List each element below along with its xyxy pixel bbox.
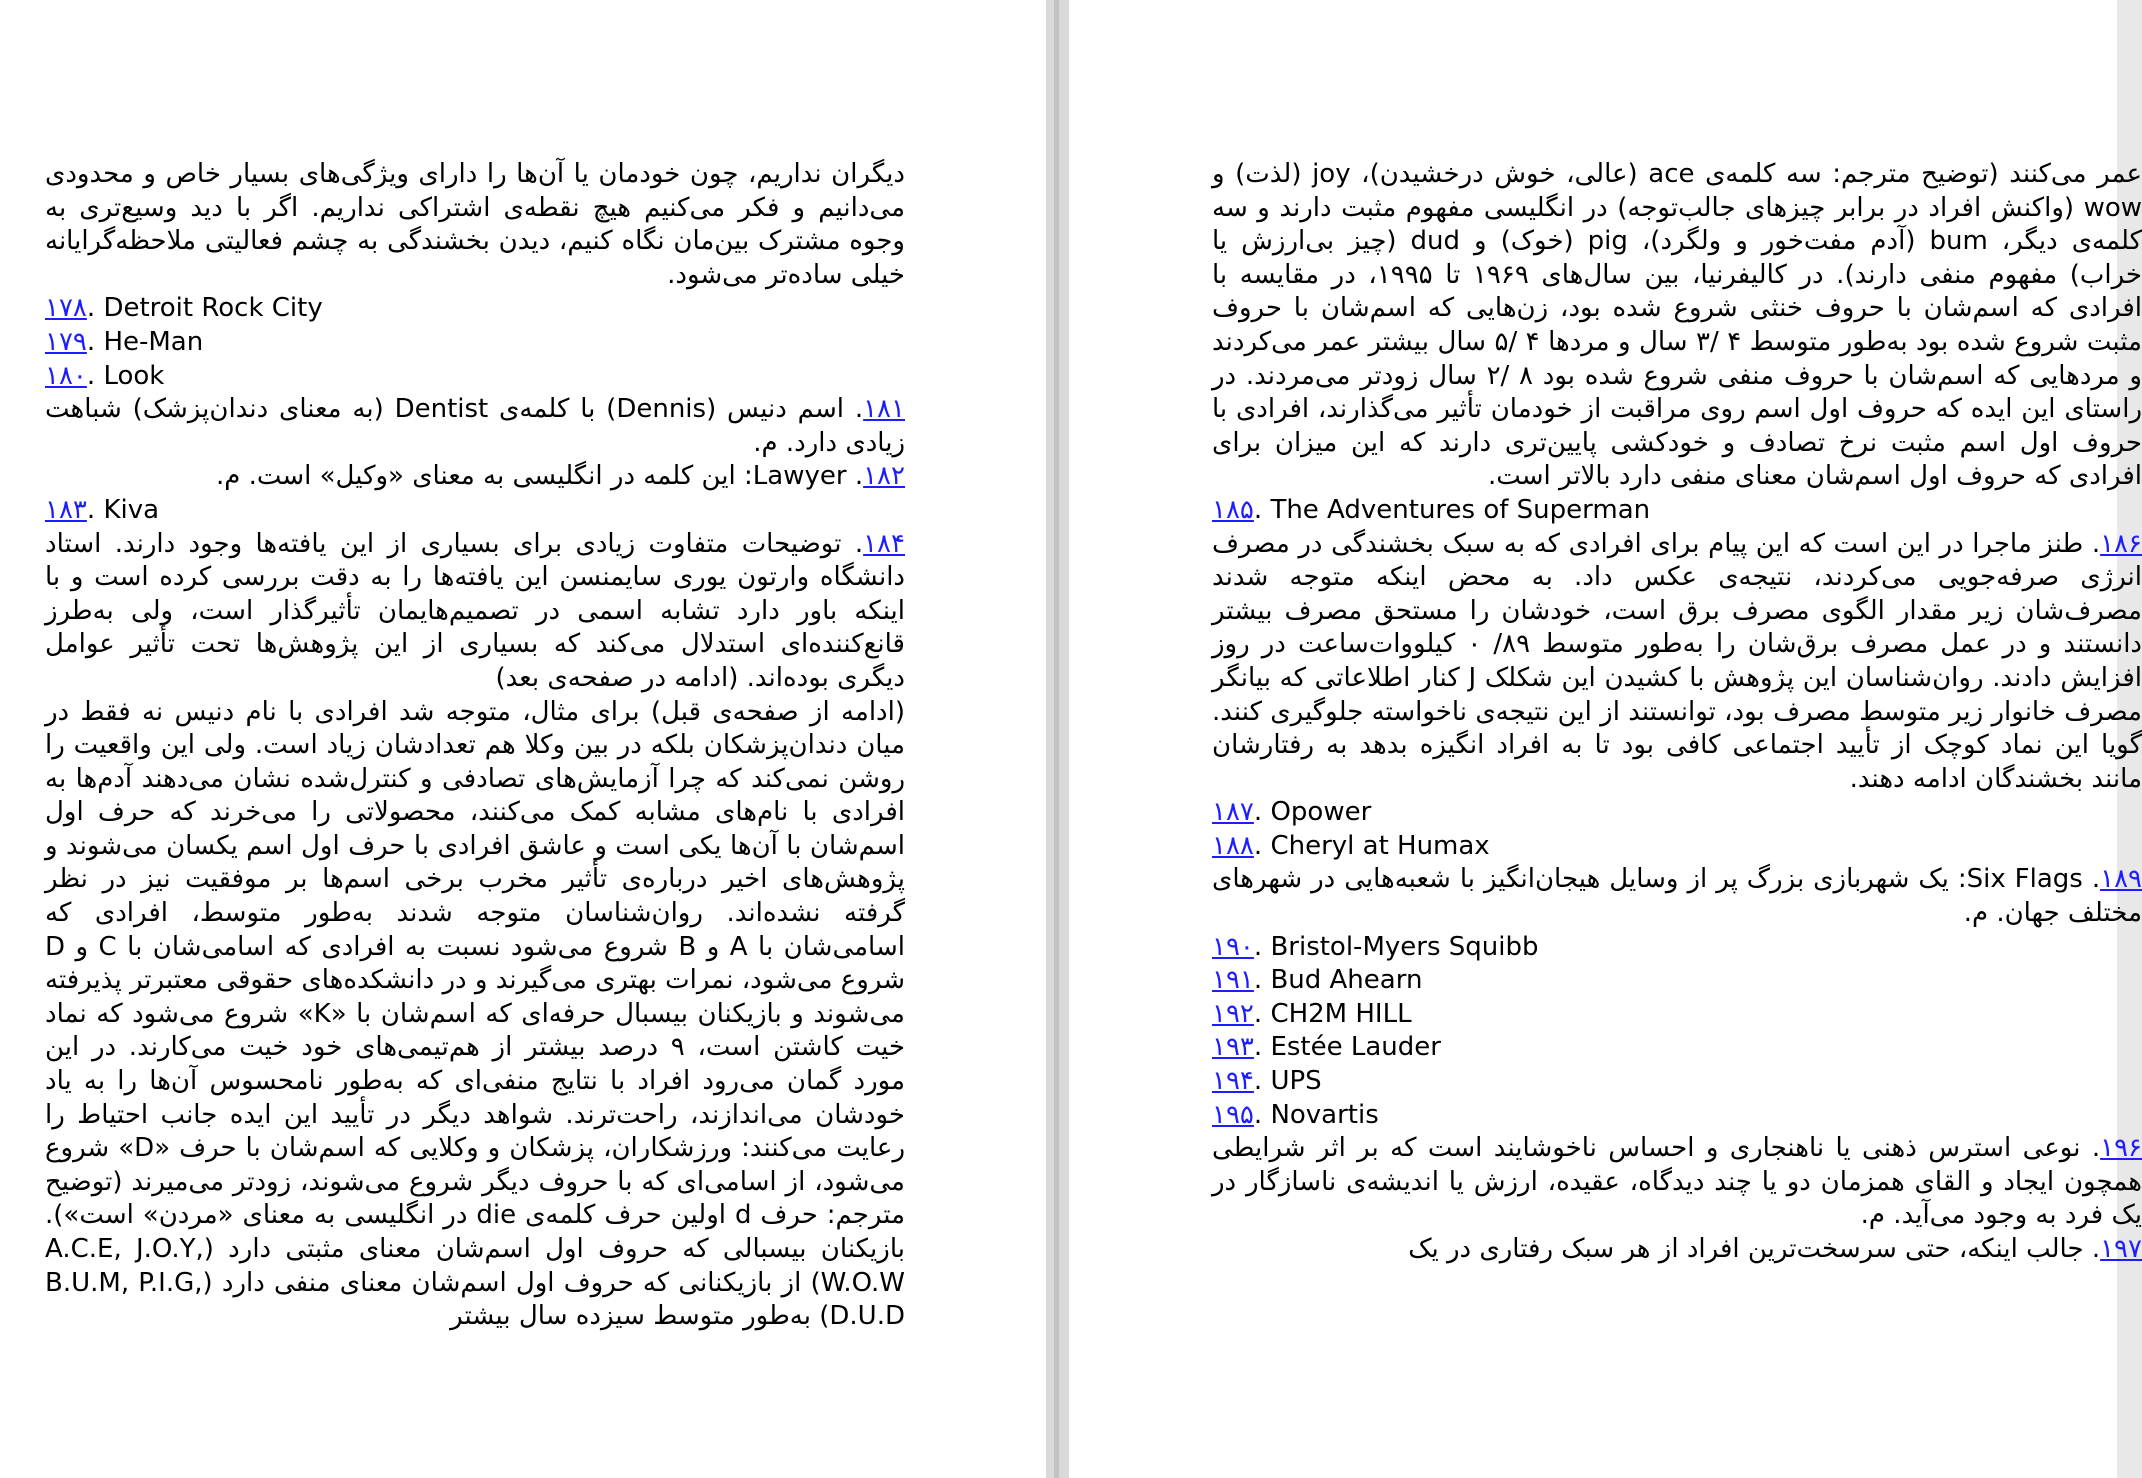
page-gutter <box>1046 0 1069 1478</box>
footnote-182 <box>45 460 905 494</box>
footnote-179 <box>45 326 905 360</box>
paragraph-intro: دیگران نداریم، چون خودمان یا آن‌ها را دارای ویژگی‌های بسیار خاص و محدودی می‌دانیم و فکر می‌کنیم هیچ نقطه‌ی اشتراکی نداریم. اگر با دید وسیع‌تری به وجوه مشترک بین‌مان نگاه کنیم، دیدن بخشندگی به چشم فعالیتی ملاحظه‌گرایانه خیلی ساده‌تر می‌شود. <box>45 159 905 290</box>
footnote-link-181[interactable]: ۱۸۱ <box>863 394 905 425</box>
footnote-text: Bristol-Myers Squibb <box>1270 931 1539 962</box>
footnote-link-197[interactable]: ۱۹۷ <box>2100 1234 2142 1264</box>
footnote-separator: . <box>1253 1066 1271 1097</box>
footnote-link-178[interactable]: ۱۷۸ <box>45 293 87 324</box>
footnote-separator: . <box>841 528 864 559</box>
footnote-link-191[interactable]: ۱۹۱ <box>1212 965 1254 996</box>
footnote-separator: . <box>86 326 104 357</box>
footnote-text: Estée Lauder <box>1270 1032 1441 1063</box>
footnote-separator: . <box>1253 1032 1271 1063</box>
footnote-text: Look <box>103 360 165 391</box>
footnote-193 <box>1212 1031 2142 1065</box>
footnote-text: Novartis <box>1270 1099 1379 1130</box>
page-text-left <box>45 158 905 1334</box>
footnote-text: He-Man <box>103 326 204 357</box>
footnote-link-180[interactable]: ۱۸۰ <box>45 360 87 391</box>
footnote-text: The Adventures of Superman <box>1270 494 1651 525</box>
footnote-link-186[interactable]: ۱۸۶ <box>2100 528 2142 559</box>
footnote-text: Bud Ahearn <box>1270 965 1423 996</box>
footnote-192 <box>1212 998 2142 1032</box>
footnote-link-185[interactable]: ۱۸۵ <box>1212 494 1254 525</box>
footnote-link-193[interactable]: ۱۹۳ <box>1212 1032 1254 1063</box>
footnote-separator: . <box>2083 528 2101 559</box>
footnote-link-183[interactable]: ۱۸۳ <box>45 494 87 525</box>
footnote-text: اسم دنیس (Dennis) با کلمه‌ی Dentist (به معنای دندان‌پزشک) شباهت زیادی دارد. م. <box>45 394 905 458</box>
footnote-185 <box>1212 494 2142 528</box>
footnote-186 <box>1212 528 2142 797</box>
footnote-196 <box>1212 1132 2142 1233</box>
footnote-text: Detroit Rock City <box>103 293 323 324</box>
paragraph-intro: عمر می‌کنند (توضیح مترجم: سه کلمه‌ی ace (عالی، خوش درخشیدن)، joy (لذت) و wow (واکنش افراد در برابر چیزهای جالب‌توجه) در انگلیسی مفهوم مثبت دارند و سه کلمه‌ی دیگر، bum (آدم مفت‌خور و ولگرد)، pig (خوک) و dud (چیز بی‌ارزش یا خراب) مفهوم منفی دارند). در کالیفرنیا، بین سال‌های ۱۹۶۹ تا ۱۹۹۵، در مقایسه با افرادی که اسم‌شان با حروف خنثی شروع شده بود، زن‌هایی که اسم‌شان با حروف مثبت شروع شده بود به‌طور متوسط ۴ /۳ سال و مردها ۴ /۵ سال بیشتر عمر می‌کردند و مردهایی که اسم‌شان با حروف منفی شروع شده بود ۸ /۲ سال زودتر می‌مردند. در راستای این ایده که حروف اول اسم روی مراقبت از خودمان تأثیر می‌گذارند، افرادی با حروف اول اسم مثبت نرخ تصادف و خودکشی پایین‌تری دارند که این میزان برای افرادی که حروف اول اسم‌شان معنای منفی دارد بالاتر است. <box>1212 159 2142 492</box>
footnote-link-184[interactable]: ۱۸۴ <box>863 528 905 559</box>
footnote-text: طنز ماجرا در این است که این پیام برای افرادی که به سبک بخشندگی در مصرف انرژی صرفه‌جویی می‌کردند، نتیجه‌ی عکس داد. به محض اینکه متوجه شدند مصرف‌شان زیر مقدار الگوی مصرف برق است، خودشان را مستحق مصرف بیشتر دانستند و در عمل مصرف برق‌شان را به‌طور متوسط ۸۹/ ۰ کیلووات‌ساعت در روز افزایش دادند. روان‌شناسان این پژوهش با کشیدن این شکلک J کنار اطلاعاتی که بیانگر مصرف خانوار زیر متوسط مصرف بود، توانستند از این نتیجه‌ی ناخواسته جلوگیری کنند. گویا این نماد کوچک از تأیید اجتماعی کافی بود تا به افراد انگیزه بدهد به رفتارشان مانند بخشندگان ادامه دهند. <box>1212 528 2142 794</box>
footnote-separator: . <box>1253 797 1271 828</box>
footnote-181 <box>45 393 905 460</box>
footnote-separator: . <box>1253 830 1271 861</box>
document-page-left <box>0 0 1046 1478</box>
footnote-separator: . <box>1253 1099 1271 1130</box>
footnote-separator: . <box>86 494 104 525</box>
footnote-text: Six Flags: یک شهربازی بزرگ پر از وسایل هیجان‌انگیز با شعبه‌هایی در شهرهای مختلف جهان. م. <box>1212 864 2142 929</box>
footnote-text: جالب اینکه، حتی سرسخت‌ترین افراد از هر سبک رفتاری در یک <box>1408 1234 2084 1264</box>
footnote-link-189[interactable]: ۱۸۹ <box>2100 864 2142 895</box>
footnote-189 <box>1212 863 2142 930</box>
footnote-text: توضیحات متفاوت زیادی برای بسیاری از این یافته‌ها وجود دارند. استاد دانشگاه وارتون یوری سایمنسن این یافته‌ها را به دقت بررسی کرده است و با اینکه باور دارد تشابه اسمی در تصمیم‌هایمان تأثیرگذار است، ولی به‌طرز قانع‌کننده‌ای استدلال می‌کند که بسیاری از این پژوهش‌ها تحت تأثیر عوامل دیگری بوده‌اند. (ادامه در صفحه‌ی بعد) <box>45 528 905 693</box>
footnote-link-194[interactable]: ۱۹۴ <box>1212 1066 1254 1097</box>
footnote-link-196[interactable]: ۱۹۶ <box>2100 1133 2142 1164</box>
page-text-right <box>1212 158 2142 1267</box>
footnote-text: UPS <box>1270 1066 1322 1097</box>
footnote-link-190[interactable]: ۱۹۰ <box>1212 931 1254 962</box>
footnote-195 <box>1212 1099 2142 1133</box>
footnote-text: نوعی استرس ذهنی یا ناهنجاری و احساس ناخوشایند است که بر اثر شرایطی همچون ایجاد و القای همزمان دو یا چند دیدگاه، عقیده، ارزش یا اندیشه‌ی ناسازگار در یک فرد به وجود می‌آید. م. <box>1212 1133 2142 1231</box>
footnote-188 <box>1212 830 2142 864</box>
footnote-text: Kiva <box>103 494 160 525</box>
footnote-link-195[interactable]: ۱۹۵ <box>1212 1099 1254 1130</box>
footnote-194 <box>1212 1065 2142 1099</box>
footnote-separator: . <box>1253 998 1271 1029</box>
footnote-separator: . <box>86 360 104 391</box>
footnote-link-187[interactable]: ۱۸۷ <box>1212 797 1254 828</box>
footnote-separator: . <box>2082 864 2101 895</box>
footnote-separator: . <box>1253 931 1271 962</box>
footnote-text: Cheryl at Humax <box>1270 830 1490 861</box>
footnote-191 <box>1212 964 2142 998</box>
footnote-link-179[interactable]: ۱۷۹ <box>45 326 87 357</box>
paragraph-continuation: (ادامه از صفحه‌ی قبل) برای مثال، متوجه شد افرادی با نام دنیس نه فقط در میان دندان‌پزشکان بلکه در بین وکلا هم تعدادشان زیاد است. ولی این واقعیت را روشن نمی‌کند که چرا آزمایش‌های تصادفی و کنترل‌شده نشان می‌دهند آدم‌ها به افرادی با نام‌های مشابه کمک می‌کنند، محصولاتی را می‌خرند که حرف اول اسم‌شان با آن‌ها یکی است و عاشق افرادی با حرف اول اسم یکسان می‌شوند و پژوهش‌های اخیر درباره‌ی تأثیر مخرب برخی اسم‌ها بر موفقیت نیز در نظر گرفته نشده‌اند. روان‌شناسان متوجه شدند به‌طور متوسط، افرادی که اسامی‌شان با A و B شروع می‌شود نسبت به افرادی که اسامی‌شان با C و D شروع می‌شود، نمرات بهتری می‌گیرند و در دانشکده‌های حقوقی معتبرتر پذیرفته می‌شوند و بازیکنان بیسبال حرفه‌ای که اسم‌شان با «K» شروع می‌شود که نماد خیت کاشتن است، ۹ درصد بیشتر از هم‌تیمی‌های خود خیت می‌کارند. در این مورد گمان می‌رود افراد با نتایج منفی‌ای که به‌طور نامحسوس آن‌ها را به یاد خودشان می‌اندازند، راحت‌ترند. شواهد دیگر در تأیید این ایده جانب احتیاط را رعایت می‌کنند: ورزشکاران، پزشکان و وکلایی که اسم‌شان با حرف «D» شروع می‌شود، از اسامی‌ای که با حروف دیگر شروع می‌شوند، زودتر می‌میرند (توضیح مترجم: حرف d اولین حرف کلمه‌ی die در انگلیسی به معنای «مردن» است»). بازیکنان بیسبالی که حروف اول اسم‌شان معنای مثبتی دارد (A.C.E, J.O.Y, W.O.W) از بازیکنانی که حروف اول اسم‌شان معنای منفی دارد (B.U.M, P.I.G, D.U.D) به‌طور متوسط سیزده سال بیشتر <box>45 696 905 1332</box>
footnote-separator: . <box>86 293 104 324</box>
footnote-link-182[interactable]: ۱۸۲ <box>863 461 905 492</box>
footnote-190 <box>1212 931 2142 965</box>
footnote-separator: . <box>2080 1133 2101 1164</box>
footnote-184 <box>45 528 905 696</box>
footnote-separator: . <box>1253 965 1271 996</box>
footnote-178 <box>45 292 905 326</box>
footnote-link-192[interactable]: ۱۹۲ <box>1212 998 1254 1029</box>
footnote-187 <box>1212 796 2142 830</box>
footnote-197 <box>1212 1233 2142 1267</box>
footnote-183 <box>45 494 905 528</box>
footnote-180 <box>45 360 905 394</box>
footnote-separator: . <box>2083 1234 2101 1264</box>
footnote-text: Lawyer: این کلمه در انگلیسی به معنای «وکیل» است. م. <box>215 461 847 492</box>
footnote-separator: . <box>1253 494 1271 525</box>
page-divider <box>1054 0 1059 1478</box>
footnote-link-188[interactable]: ۱۸۸ <box>1212 830 1254 861</box>
document-page-right <box>1069 0 2142 1478</box>
footnote-text: CH2M HILL <box>1270 998 1412 1029</box>
footnote-separator: . <box>844 394 864 425</box>
footnote-text: Opower <box>1270 797 1372 828</box>
footnote-separator: . <box>846 461 864 492</box>
